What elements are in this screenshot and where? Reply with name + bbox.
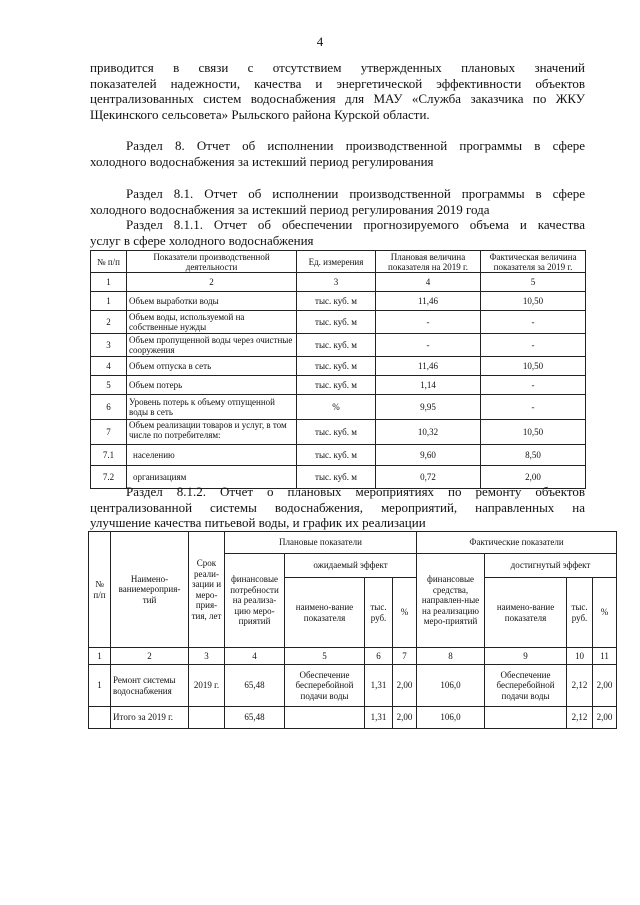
row-unit: тыс. куб. м — [297, 357, 376, 376]
section-8-1-heading — [90, 186, 585, 248]
row-unit: тыс. куб. м — [297, 376, 376, 395]
h-effect-unit: тыс. руб. — [365, 578, 393, 648]
total-fact-rub: 2,12 — [567, 707, 593, 729]
row-fact-effect: Обеспечение бесперебойной подачи воды — [485, 665, 567, 707]
row-unit: тыс. куб. м — [297, 334, 376, 357]
header-fact: Фактическая величина показателя за 2019 г. — [481, 251, 586, 273]
total-plan-fin: 65,48 — [225, 707, 285, 729]
col-number: 7 — [393, 648, 417, 665]
row-fact: - — [481, 395, 586, 420]
row-unit: тыс. куб. м — [297, 311, 376, 334]
h-fact-effect: достигнутый эффект — [485, 554, 617, 578]
row-fact: - — [481, 334, 586, 357]
col-number: 3 — [189, 648, 225, 665]
row-plan: 9,60 — [376, 445, 481, 466]
h-term: Срок реали-зации и меро-прия-тия, лет — [189, 532, 225, 648]
row-plan: 9,95 — [376, 395, 481, 420]
table-row — [91, 334, 586, 357]
row-num: 1 — [89, 665, 111, 707]
row-fact-pct: 2,00 — [593, 665, 617, 707]
section-8-heading — [90, 138, 585, 169]
row-plan-rub: 1,31 — [365, 665, 393, 707]
col-number: 9 — [485, 648, 567, 665]
row-num: 7 — [91, 420, 127, 445]
col-number: 2 — [111, 648, 189, 665]
row-name: Уровень потерь к объему отпущенной воды в сеть — [127, 395, 297, 420]
section-8-1-2-line: централизованной системы водоснабжения, мероприятий, направленных на — [90, 499, 585, 515]
total-label: Итого за 2019 г. — [111, 707, 189, 729]
row-fact: 8,50 — [481, 445, 586, 466]
section-8-1-line: Раздел 8.1. Отчет об исполнении производственной программы в сфере — [126, 186, 585, 201]
table-row — [91, 395, 586, 420]
col-number: 8 — [417, 648, 485, 665]
row-name: организациям — [127, 466, 297, 489]
col-number: 11 — [593, 648, 617, 665]
col-number: 5 — [481, 273, 586, 292]
header-num: № п/п — [91, 251, 127, 273]
row-fact-rub: 2,12 — [567, 665, 593, 707]
row-num: 2 — [91, 311, 127, 334]
row-num: 4 — [91, 357, 127, 376]
row-unit: % — [297, 395, 376, 420]
col-number: 6 — [365, 648, 393, 665]
h-fact: Фактические показатели — [417, 532, 617, 554]
production-volume-table — [90, 250, 586, 489]
h-plan-effect: ожидаемый эффект — [285, 554, 417, 578]
row-name: населению — [127, 445, 297, 466]
row-fact: - — [481, 376, 586, 395]
row-name: Объем отпуска в сеть — [127, 357, 297, 376]
row-fact: 10,50 — [481, 357, 586, 376]
row-fact-fin: 106,0 — [417, 665, 485, 707]
header-plan: Плановая величина показателя на 2019 г. — [376, 251, 481, 273]
row-unit: тыс. куб. м — [297, 466, 376, 489]
row-num: 5 — [91, 376, 127, 395]
col-number: 5 — [285, 648, 365, 665]
row-name: Ремонт системы водоснабжения — [111, 665, 189, 707]
row-plan-fin: 65,48 — [225, 665, 285, 707]
row-unit: тыс. куб. м — [297, 292, 376, 311]
table-row — [91, 311, 586, 334]
h-fact-effect-name: наимено-вание показателя — [485, 578, 567, 648]
row-plan: - — [376, 334, 481, 357]
row-plan: 10,32 — [376, 420, 481, 445]
h-num: № п/п — [89, 532, 111, 648]
col-number: 2 — [127, 273, 297, 292]
table-row — [91, 357, 586, 376]
h-fact-effect-unit: тыс. руб. — [567, 578, 593, 648]
row-plan: 11,46 — [376, 292, 481, 311]
row-fact: 10,50 — [481, 420, 586, 445]
page-number: 4 — [316, 34, 324, 49]
h-fact-fin: финансовые средства, направлен-ные на реализацию меро-приятий — [417, 554, 485, 648]
section-8-line: холодного водоснабжения за истекший период регулирования — [90, 153, 434, 169]
section-8-1-line: холодного водоснабжения за истекший период регулирования 2019 года — [90, 201, 490, 217]
h-plan: Плановые показатели — [225, 532, 417, 554]
row-num: 3 — [91, 334, 127, 357]
table-row — [91, 420, 586, 445]
row-plan: 11,46 — [376, 357, 481, 376]
table-row — [89, 665, 617, 707]
row-unit: тыс. куб. м — [297, 445, 376, 466]
section-8-1-2-line: Раздел 8.1.2. Отчет о плановых мероприятиях по ремонту объектов — [126, 484, 585, 499]
h-fact-effect-pct: % — [593, 578, 617, 648]
section-8-line: Раздел 8. Отчет об исполнении производственной программы в сфере — [126, 138, 585, 153]
total-fact-fin: 106,0 — [417, 707, 485, 729]
table-row — [91, 376, 586, 395]
row-fact: 2,00 — [481, 466, 586, 489]
table-row — [91, 445, 586, 466]
row-name: Объем реализации товаров и услуг, в том числе по потребителям: — [127, 420, 297, 445]
intro-line: Щекинского сельсовета» Рыльского района Курской области. — [90, 106, 430, 122]
total-row — [89, 707, 617, 729]
row-name: Объем воды, используемой на собственные нужды — [127, 311, 297, 334]
row-name: Объем пропущенной воды через очистные сооружения — [127, 334, 297, 357]
row-plan-effect: Обеспечение бесперебойной подачи воды — [285, 665, 365, 707]
total-plan-pct: 2,00 — [393, 707, 417, 729]
h-effect-name: наимено-вание показателя — [285, 578, 365, 648]
col-number: 4 — [225, 648, 285, 665]
h-name: Наимено-ваниемероприя-тий — [111, 532, 189, 648]
total-fact-pct: 2,00 — [593, 707, 617, 729]
col-number: 1 — [91, 273, 127, 292]
row-num: 6 — [91, 395, 127, 420]
row-term: 2019 г. — [189, 665, 225, 707]
section-8-1-1-line: Раздел 8.1.1. Отчет об обеспечении прогнозируемого объема и качества — [126, 217, 585, 232]
row-unit: тыс. куб. м — [297, 420, 376, 445]
row-plan-pct: 2,00 — [393, 665, 417, 707]
section-8-1-1-line: услуг в сфере холодного водоснабжения — [90, 232, 314, 248]
row-num: 1 — [91, 292, 127, 311]
intro-line: приводится в связи с отсутствием утвержденных плановых значений — [90, 60, 585, 75]
row-num: 7.2 — [91, 466, 127, 489]
row-fact: 10,50 — [481, 292, 586, 311]
row-plan: 0,72 — [376, 466, 481, 489]
total-plan-rub: 1,31 — [365, 707, 393, 729]
row-plan: - — [376, 311, 481, 334]
section-8-1-2-line: улучшение качества питьевой воды, и график их реализации — [90, 515, 426, 530]
header-indicator: Показатели производственной деятельности — [127, 251, 297, 273]
row-fact: - — [481, 311, 586, 334]
section-8-1-2-heading — [90, 484, 585, 531]
intro-paragraph — [90, 60, 585, 122]
col-number: 3 — [297, 273, 376, 292]
row-plan: 1,14 — [376, 376, 481, 395]
h-plan-fin: финансовые потребности на реализа-цию меро-приятий — [225, 554, 285, 648]
col-number: 4 — [376, 273, 481, 292]
row-name: Объем выработки воды — [127, 292, 297, 311]
row-num: 7.1 — [91, 445, 127, 466]
intro-line: централизованных систем водоснабжения для МАУ «Служба заказчика по ЖКУ — [90, 91, 585, 106]
row-name: Объем потерь — [127, 376, 297, 395]
repair-measures-table — [88, 531, 617, 729]
intro-line: показателей надежности, качества и энергетической эффективности объектов — [90, 75, 585, 91]
col-number: 10 — [567, 648, 593, 665]
h-effect-pct: % — [393, 578, 417, 648]
header-unit: Ед. измерения — [297, 251, 376, 273]
table-row — [91, 292, 586, 311]
col-number: 1 — [89, 648, 111, 665]
